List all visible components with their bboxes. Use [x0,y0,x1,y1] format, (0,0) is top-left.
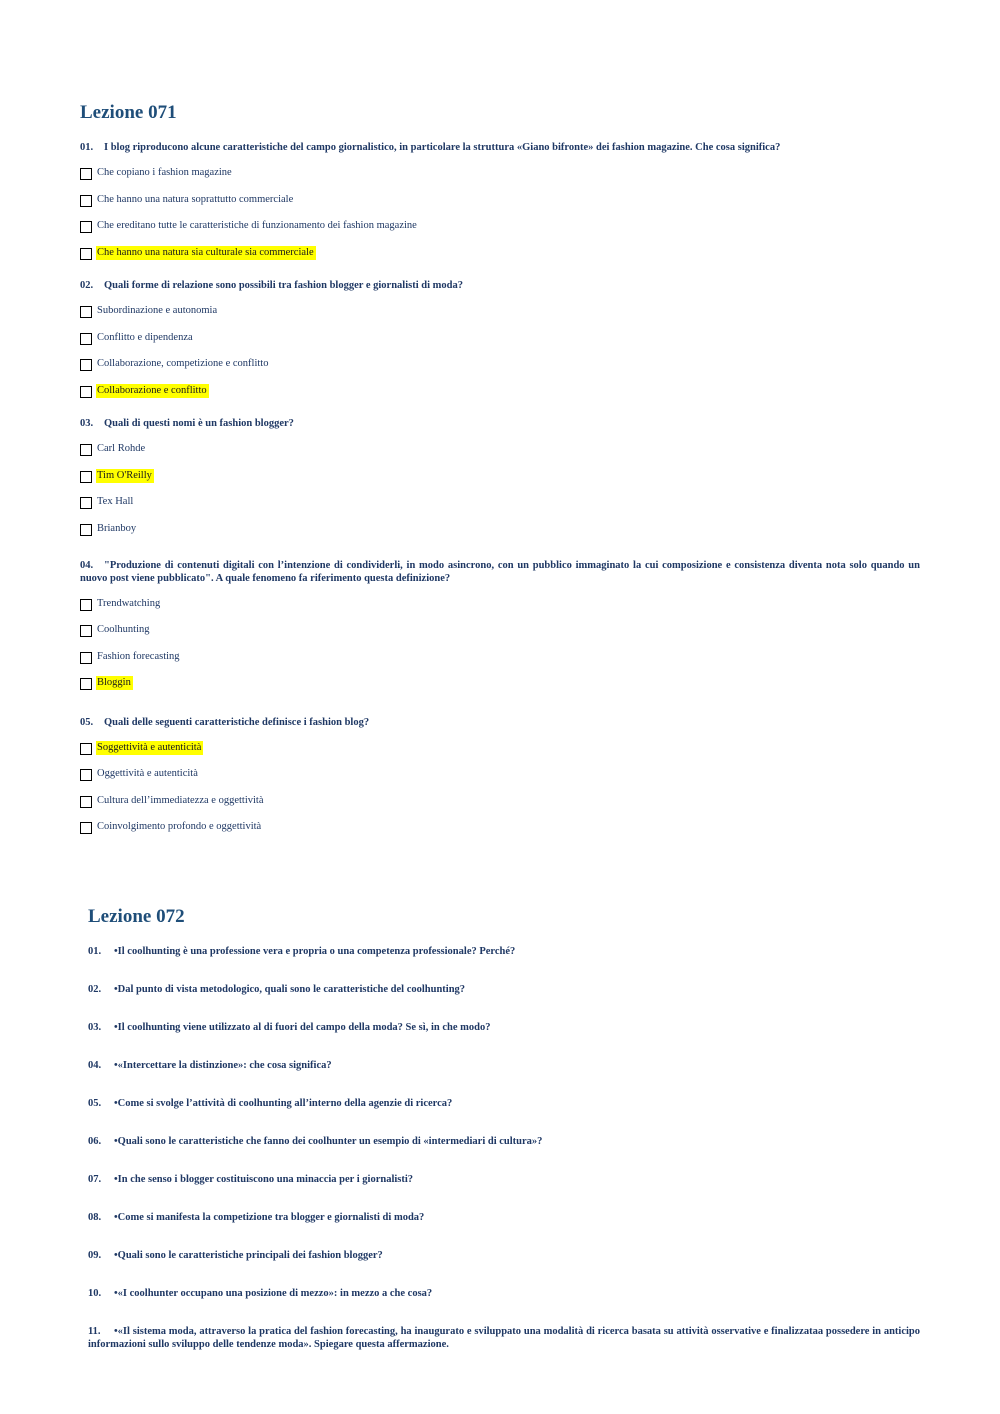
question [88,1060,920,1073]
answer-option[interactable] [80,467,920,484]
answer-option-label: Coolhunting [97,624,150,635]
answer-option-label: Cultura dell’immediatezza e oggettività [97,794,264,806]
question [80,142,920,155]
checkbox[interactable] [80,306,92,318]
question [88,1136,920,1149]
question-text: •Come si manifesta la competizione tra blogger e giornalisti di moda? [114,1212,425,1223]
checkbox[interactable] [80,471,92,483]
question-text: "Produzione di contenuti digitali con l’intenzione di condividerli, in modo asincrono, con un pubblico immaginato la cui composizione e consistenza diventa nota solo quando un nuovo post viene pubblicato". A quale fenomeno fa riferimento questa definizione? [80,560,920,584]
checkbox[interactable] [80,822,92,834]
answer-option[interactable] [80,739,920,756]
lesson-071-questions [80,142,920,836]
answer-option[interactable] [80,520,920,537]
checkbox[interactable] [80,359,92,371]
question [88,1174,920,1187]
question-number: 03. [80,418,94,429]
answer-option-label: Bloggin [97,677,131,688]
checkbox[interactable] [80,652,92,664]
checkbox[interactable] [80,444,92,456]
question-number: 02. [80,280,94,291]
question-text: •Come si svolge l’attività di coolhunting all’interno della agenzie di ricerca? [114,1098,453,1109]
answer-option-label: Collaborazione, competizione e conflitto [97,358,269,369]
question-text: Quali di questi nomi è un fashion blogger? [104,418,294,429]
answer-option-label: Tim O'Reilly [97,469,152,481]
question-text: •«Intercettare la distinzione»: che cosa significa? [114,1060,332,1071]
question [88,1326,920,1351]
question-text: •Quali sono le caratteristiche che fanno dei coolhunter un esempio di «intermediari di cultura»? [114,1136,543,1147]
answer-option-label: Coinvolgimento profondo e oggettività [97,821,262,832]
answer-option[interactable] [80,766,920,783]
answer-option-label: Che hanno una natura soprattutto commerciale [97,193,294,205]
checkbox[interactable] [80,524,92,536]
answer-option[interactable] [80,675,920,692]
question-text: •Il coolhunting è una professione vera e propria o una competenza professionale? Perché? [114,946,516,957]
answer-option[interactable] [80,218,920,235]
answer-option[interactable] [80,303,920,320]
question [80,418,920,431]
lesson-071-section [80,100,920,845]
checkbox[interactable] [80,168,92,180]
answer-option[interactable] [80,191,920,208]
question-text: •In che senso i blogger costituiscono una minaccia per i giornalisti? [114,1174,414,1185]
question-number: 07. [88,1174,102,1185]
question-number: 08. [88,1212,102,1223]
question [88,1022,920,1035]
checkbox[interactable] [80,221,92,233]
question-text: •«I coolhunter occupano una posizione di mezzo»: in mezzo a che cosa? [114,1288,433,1299]
checkbox[interactable] [80,386,92,398]
question [88,946,920,959]
answer-option-label: Subordinazione e autonomia [97,305,218,316]
answer-option[interactable] [80,819,920,836]
answer-option-label: Fashion forecasting [97,650,180,662]
answer-option-label: Che copiano i fashion magazine [97,167,232,178]
question-number: 01. [80,142,94,153]
question [80,560,920,585]
question-number: 04. [88,1060,102,1071]
checkbox[interactable] [80,248,92,260]
answer-option[interactable] [80,441,920,458]
answer-option-label: Trendwatching [97,597,161,609]
question-number: 09. [88,1250,102,1261]
answer-option-label: Soggettività e autenticità [97,741,202,753]
question-number: 02. [88,984,102,995]
checkbox[interactable] [80,599,92,611]
checkbox[interactable] [80,769,92,781]
checkbox[interactable] [80,743,92,755]
question-text: •«Il sistema moda, attraverso la pratica del fashion forecasting, ha inaugurato e sviluppato una modalità di ricerca basata su attività osservative e finalizzataa possedere in anticipo informazioni sullo sviluppo delle tendenze moda». Spiegare questa affermazione. [88,1326,920,1350]
question-number: 10. [88,1288,102,1299]
answer-option-label: Che hanno una natura sia culturale sia commerciale [97,246,314,258]
answer-option-label: Brianboy [97,522,137,534]
lesson-072-questions [88,946,920,1351]
question-number: 03. [88,1022,102,1033]
answer-option[interactable] [80,648,920,665]
question-number: 11. [88,1326,101,1337]
question-number: 05. [80,716,94,728]
lesson-title: Lezione 072 [88,906,185,927]
question [80,717,920,730]
question-text: Quali forme di relazione sono possibili tra fashion blogger e giornalisti di moda? [104,280,463,291]
answer-option[interactable] [80,622,920,639]
question-number: 04. [80,560,94,571]
answer-option-label: Tex Hall [97,496,134,507]
question [88,1288,920,1301]
answer-option[interactable] [80,382,920,399]
question-text: •Dal punto di vista metodologico, quali sono le caratteristiche del coolhunting? [114,984,466,995]
checkbox[interactable] [80,195,92,207]
answer-option-label: Oggettività e autenticità [97,768,198,779]
answer-option-label: Collaborazione e conflitto [97,384,207,396]
question-number: 01. [88,946,102,957]
question-text: I blog riproducono alcune caratteristiche del campo giornalistico, in particolare la struttura «Giano bifronte» dei fashion magazine. Che cosa significa? [104,142,781,153]
answer-option[interactable] [80,494,920,511]
answer-option[interactable] [80,356,920,373]
answer-option[interactable] [80,244,920,261]
question [88,984,920,997]
answer-option-label: Che ereditano tutte le caratteristiche di funzionamento dei fashion magazine [97,220,417,231]
answer-option-label: Carl Rohde [97,443,146,454]
lesson-072-section [88,904,920,1351]
answer-option-label: Conflitto e dipendenza [97,331,193,343]
question [88,1250,920,1263]
answer-option[interactable] [80,329,920,346]
answer-option[interactable] [80,595,920,612]
answer-option[interactable] [80,165,920,182]
question [80,280,920,293]
question-text: Quali delle seguenti caratteristiche definisce i fashion blog? [104,716,370,728]
checkbox[interactable] [80,678,92,690]
question-text: •Il coolhunting viene utilizzato al di fuori del campo della moda? Se sì, in che modo? [114,1022,491,1033]
question-text: •Quali sono le caratteristiche principali dei fashion blogger? [114,1250,383,1261]
checkbox[interactable] [80,625,92,637]
checkbox[interactable] [80,497,92,509]
checkbox[interactable] [80,796,92,808]
checkbox[interactable] [80,333,92,345]
question-number: 05. [88,1098,102,1109]
question [88,1098,920,1111]
question [88,1212,920,1225]
question-number: 06. [88,1136,102,1147]
lesson-title: Lezione 071 [80,102,177,123]
answer-option[interactable] [80,792,920,809]
